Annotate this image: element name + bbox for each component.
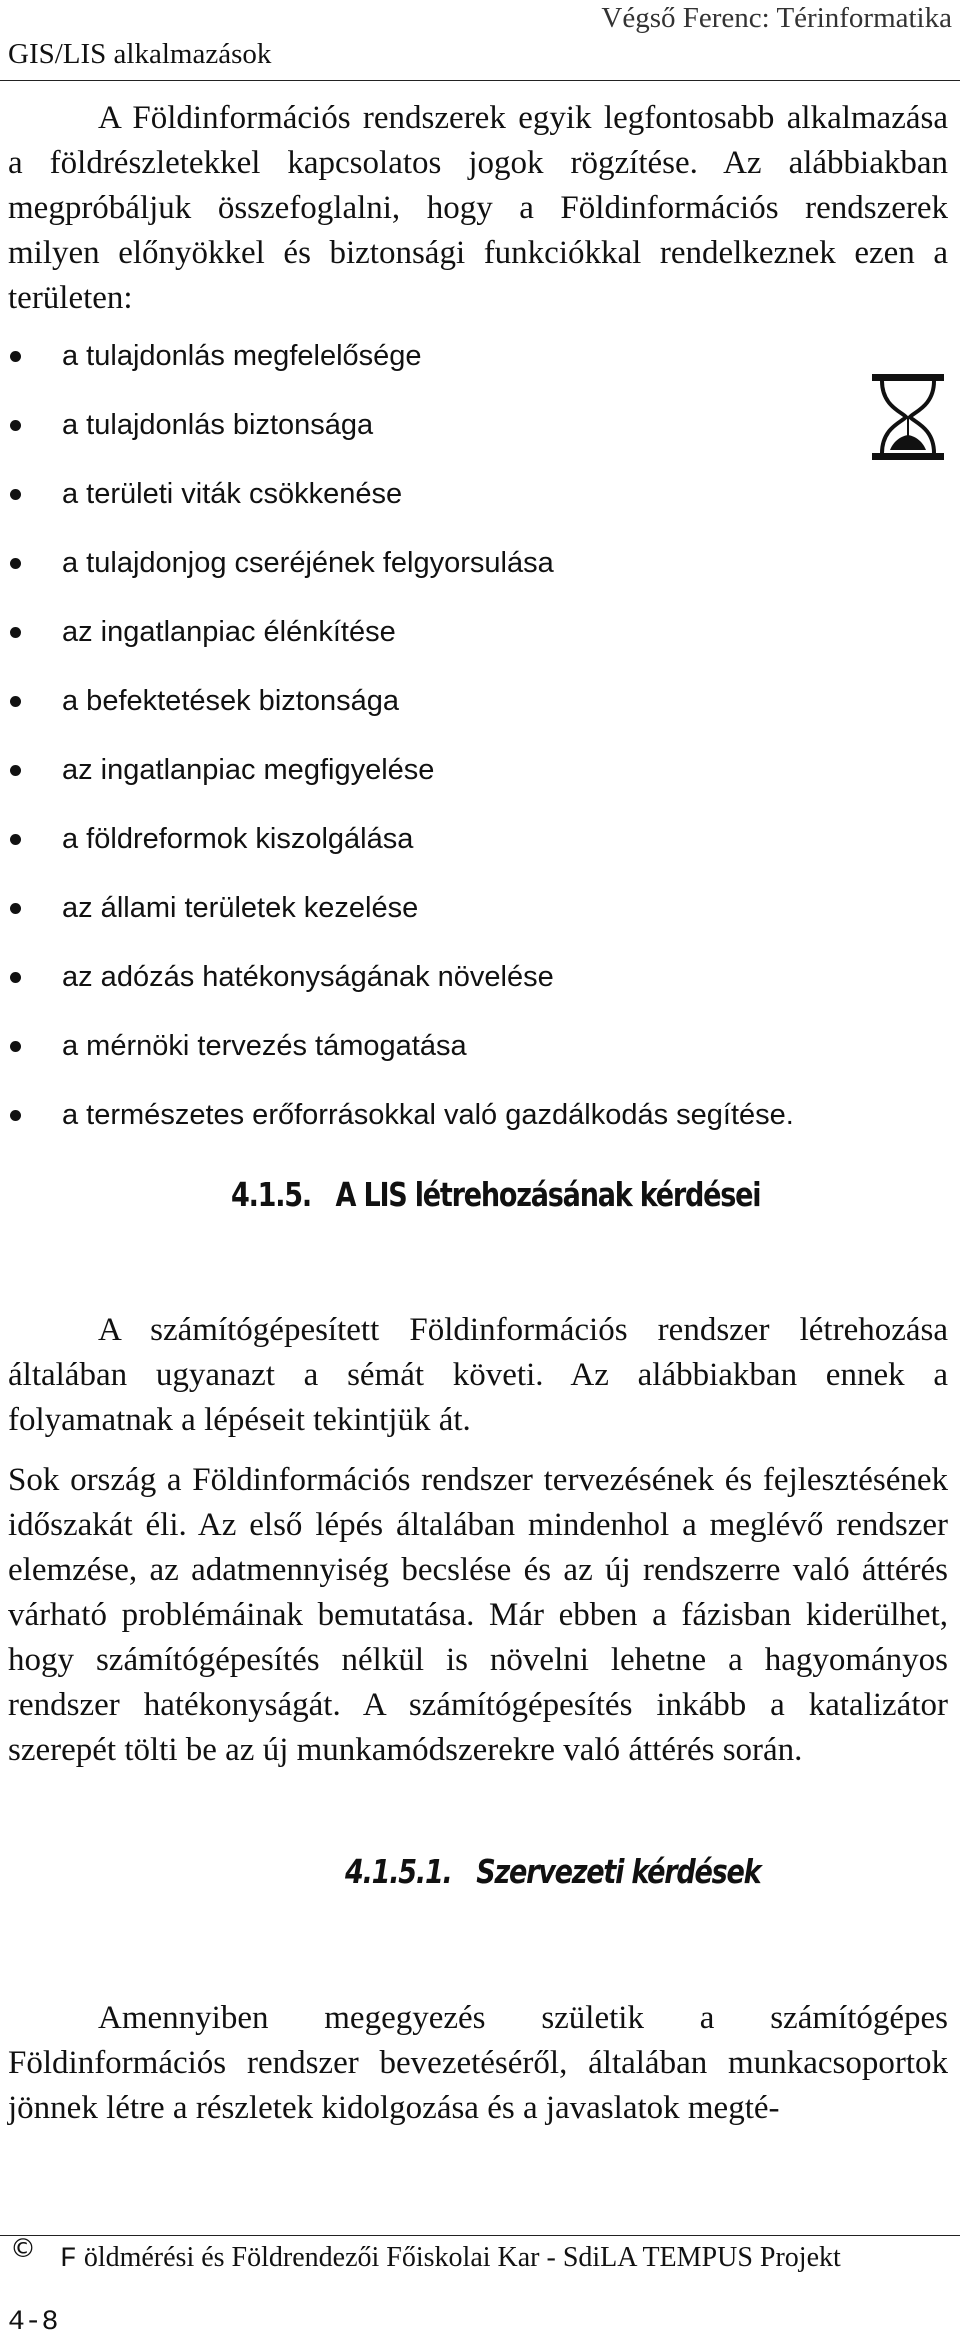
list-item: a természetes erőforrásokkal való gazdálkodás segítése. [0,1097,900,1166]
list-item: a mérnöki tervezés támogatása [0,1028,900,1097]
list-item: az adózás hatékonyságának növelése [0,959,900,1028]
bullet-icon [10,420,21,431]
page-number: 4-8 [8,2307,59,2338]
bullet-icon [10,696,21,707]
bullet-icon [10,351,21,362]
section-paragraph: A számítógépesített Földinformációs rendszer létrehozása általában ugyanazt a sémát követi. Az alábbiakban ennek a folyamatnak a lépéseit tekintjük át. [8,1312,948,1438]
list-item: a befektetések biztonsága [0,683,900,752]
section-number: 4.1.5. [231,1175,311,1214]
bullet-icon [10,558,21,569]
bullet-icon [10,834,21,845]
list-item: a földreformok kiszolgálása [0,821,900,890]
subsection-heading-4-1-5-1 [345,1852,760,1891]
header-chapter-title: GIS/LIS alkalmazások [8,38,272,70]
section-paragraph: Sok ország a Földinformációs rendszer tervezésének és fejlesztésének időszakát éli. Az első lépés általában mindenhol a meglévő rendszer elemzése, az adatmennyiség becslése és az új rendszerre való áttérés várható problémáinak bemutatása. Már ebben a fázisban kiderülhet, hogy számítógépesítés nélkül is növelni lehetne a hagyományos rendszer hatékonyságát. A számítógépesítés inkább a katalizátor szerepét tölti be az új munkamódszerekre való áttérés során. [8,1462,948,1768]
bullet-icon [10,627,21,638]
header-author-title: Végső Ferenc: Térinformatika [601,2,952,34]
bullet-icon [10,489,21,500]
footer-divider [0,2235,960,2236]
list-item: a területi viták csökkenése [0,476,900,545]
bullet-icon [10,972,21,983]
copyright-symbol: © [10,2234,36,2264]
subsection-paragraph: Amennyiben megegyezés születik a számítógépes Földinformációs rendszer bevezetéséről, általában munkacsoportok jönnek létre a részletek kidolgozása és a javaslatok megté- [8,2000,948,2126]
list-item: a tulajdonlás megfelelősége [0,338,900,407]
section-heading-4-1-5 [231,1175,760,1214]
list-item: az ingatlanpiac megfigyelése [0,752,900,821]
list-item: a tulajdonjog cseréjének felgyorsulása [0,545,900,614]
list-item: a tulajdonlás biztonsága [0,407,900,476]
list-item: az ingatlanpiac élénkítése [0,614,900,683]
header-divider [0,80,960,81]
subsection-number: 4.1.5.1. [345,1852,452,1891]
bullet-icon [10,1041,21,1052]
list-item: az állami területek kezelése [0,890,900,959]
section-title: A LIS létrehozásának kérdései [335,1175,761,1214]
subsection-title: Szervezeti kérdések [476,1852,761,1891]
bullet-icon [10,903,21,914]
bullet-icon [10,1110,21,1121]
intro-paragraph: A Földinformációs rendszerek egyik legfontosabb alkalmazása a földrészletekkel kapcsolatos jogok rögzítése. Az alábbiakban megpróbáljuk összefoglalni, hogy a Földinformációs rendszerek milyen előnyökkel és biztonsági funkciókkal rendelkeznek ezen a területen: [8,100,948,316]
hourglass-icon [866,372,950,462]
benefits-list [0,338,900,1166]
bullet-icon [10,765,21,776]
footer-institution: F öldmérési és Földrendezői Főiskolai Kar - SdiLA TEMPUS Projekt [60,2242,841,2275]
